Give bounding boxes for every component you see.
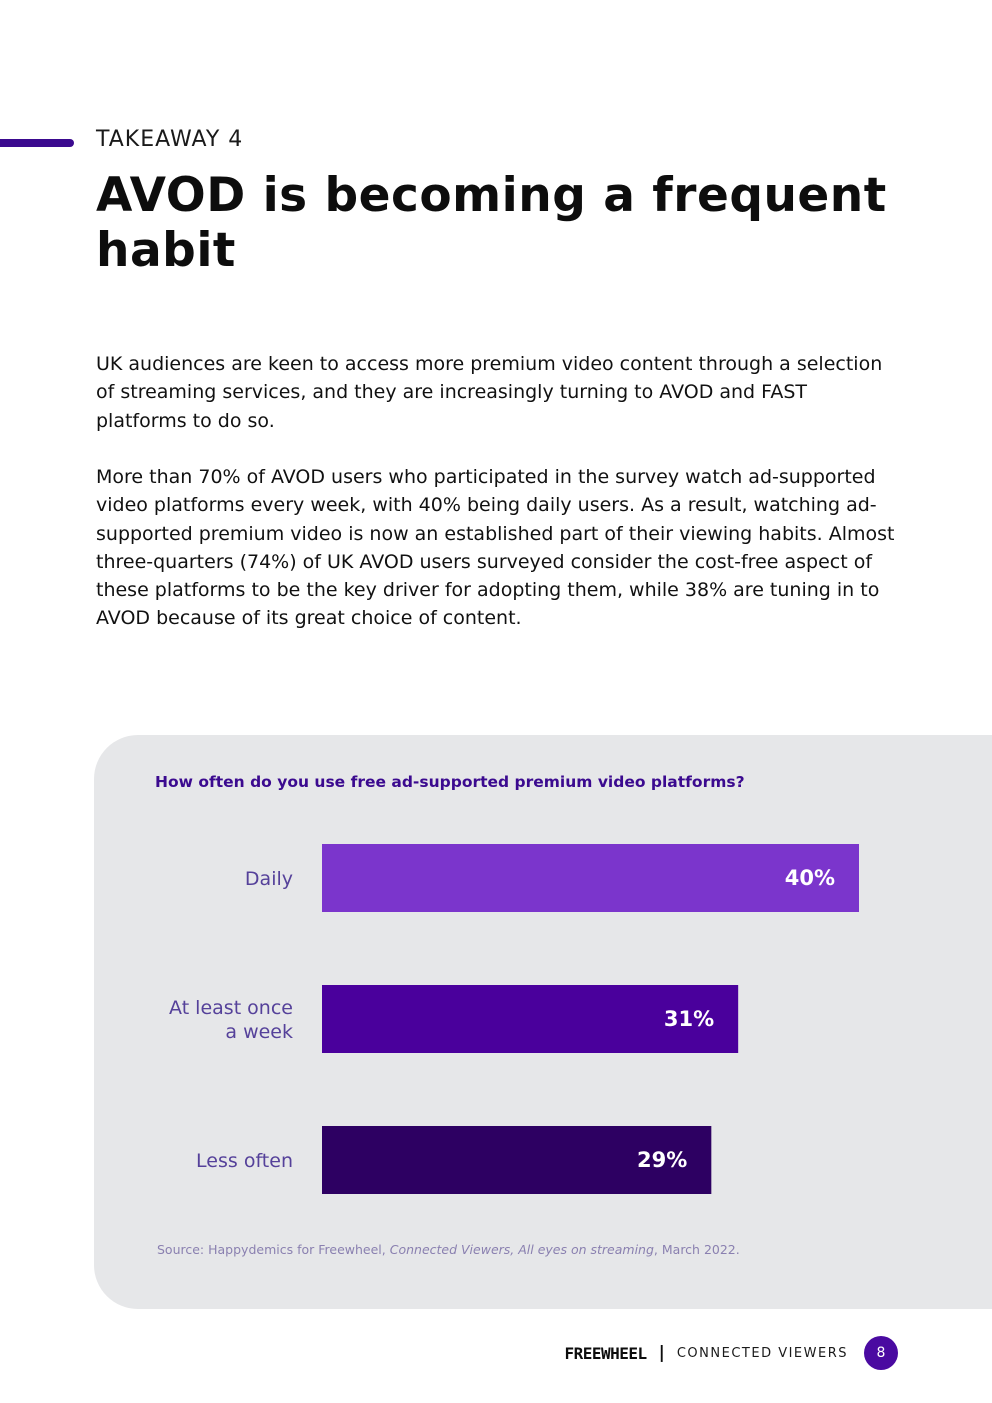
category-label-1 (169, 997, 293, 1043)
category-label-line: Less often (196, 1150, 293, 1172)
footer-title: CONNECTED VIEWERS (676, 1345, 848, 1361)
body-paragraph-1: UK audiences are keen to access more premium video content through a selection of streaming services, and they are increasingly turning to AVOD and FAST platforms to do so. (96, 353, 883, 432)
bar-0 (322, 844, 859, 912)
bar-value-label-1: 31% (663, 1007, 715, 1031)
category-label-line: Daily (244, 868, 293, 890)
bar-value-label-0: 40% (784, 866, 835, 890)
footer-separator: | (658, 1343, 665, 1363)
page-number-badge: 8 (864, 1336, 898, 1370)
source-prefix: Source: Happydemics for Freewheel, (157, 1242, 390, 1257)
source-title: Connected Viewers, All eyes on streaming (389, 1242, 654, 1257)
bar-value-label-2: 29% (637, 1148, 688, 1172)
category-label-line: At least once (169, 997, 293, 1019)
category-label-2 (196, 1150, 293, 1172)
chart-panel (94, 735, 992, 1309)
section-eyebrow: TAKEAWAY 4 (96, 127, 244, 152)
page-title: AVOD is becoming a frequent habit (96, 168, 887, 278)
bar-chart (94, 735, 992, 1309)
source-note (157, 1242, 740, 1257)
accent-line (0, 139, 74, 147)
category-label-0 (245, 868, 293, 890)
chart-title: How often do you use free ad-supported premium video platforms? (155, 773, 745, 791)
body-paragraph-2: More than 70% of AVOD users who participated in the survey watch ad-supported video platforms every week, with 40% being daily users. As a result, watching ad-supported premium video is now an established part of their viewing habits. Almost three-quarters (74%) of UK AVOD users surveyed consider the cost-free aspect of these platforms to be the key driver for adopting them, while 38% are tuning in to AVOD because of its great choice of content. (96, 466, 895, 630)
category-label-line: a week (225, 1021, 293, 1043)
freewheel-logo: FREEWHEEL (564, 1343, 647, 1363)
page-footer (564, 1336, 898, 1370)
source-suffix: , March 2022. (653, 1242, 740, 1257)
